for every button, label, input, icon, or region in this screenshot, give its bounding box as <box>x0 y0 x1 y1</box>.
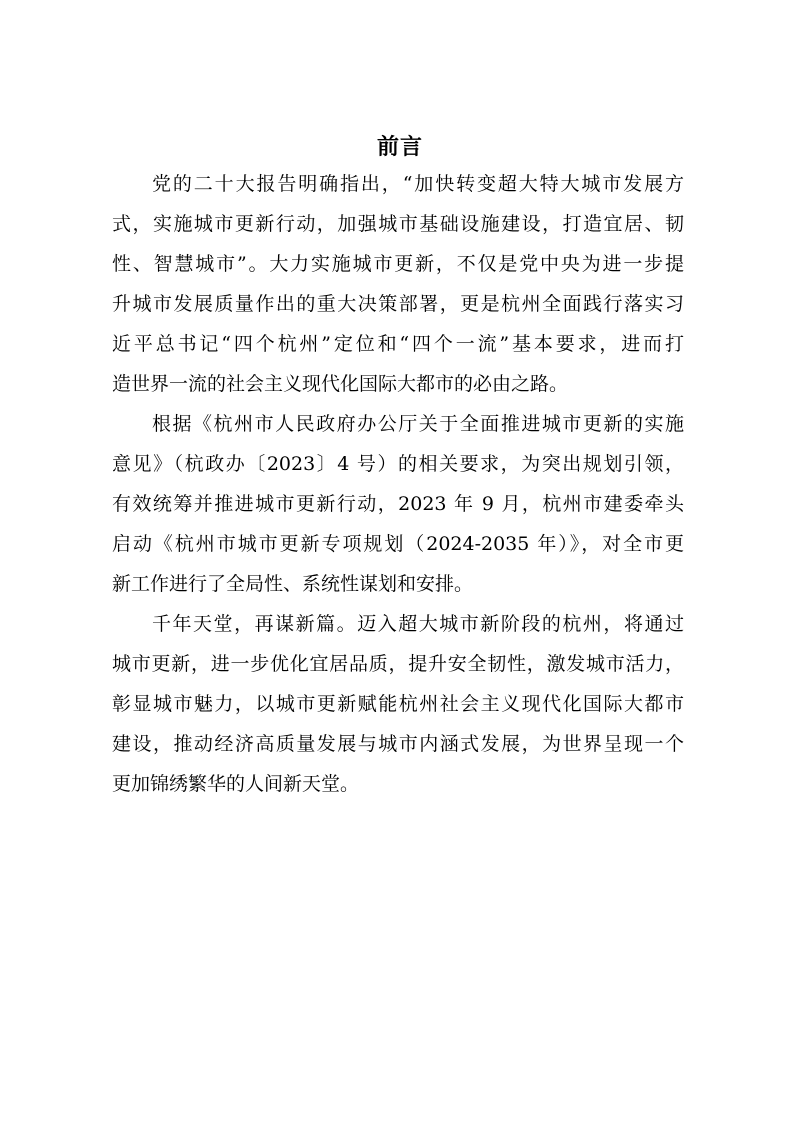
paragraph-line: 启动《杭州市城市更新专项规划（2024-2035 年）》，对全市更 <box>112 533 684 555</box>
paragraph-line: 城市更新，进一步优化宜居品质，提升安全韧性，激发城市活力， <box>112 653 684 675</box>
paragraph-line: 根据《杭州市人民政府办公厅关于全面推进城市更新的实施 <box>152 413 684 435</box>
paragraph-line: 升城市发展质量作出的重大决策部署，更是杭州全面践行落实习 <box>112 293 684 315</box>
paragraph-line: 千年天堂，再谋新篇。迈入超大城市新阶段的杭州，将通过 <box>152 613 684 635</box>
paragraph-line: 近平总书记“四个杭州”定位和“四个一流”基本要求，进而打 <box>112 333 684 355</box>
document-body <box>112 164 684 804</box>
paragraph-2 <box>112 404 684 604</box>
paragraph-line: 党的二十大报告明确指出，“加快转变超大特大城市发展方 <box>152 173 684 195</box>
page-title: 前言 <box>376 135 423 160</box>
paragraph-line: 更加锦绣繁华的人间新天堂。 <box>112 773 360 795</box>
paragraph-line: 有效统筹并推进城市更新行动，2023 年 9 月，杭州市建委牵头 <box>112 493 684 515</box>
paragraph-line: 意见》（杭政办〔2023〕4 号）的相关要求，为突出规划引领， <box>112 453 684 475</box>
paragraph-3 <box>112 604 684 804</box>
paragraph-line: 式，实施城市更新行动，加强城市基础设施建设，打造宜居、韧 <box>112 213 684 235</box>
paragraph-line: 性、智慧城市”。大力实施城市更新，不仅是党中央为进一步提 <box>112 253 684 275</box>
paragraph-1 <box>112 164 684 404</box>
paragraph-line: 造世界一流的社会主义现代化国际大都市的必由之路。 <box>112 373 569 395</box>
paragraph-line: 新工作进行了全局性、系统性谋划和安排。 <box>112 573 474 595</box>
paragraph-line: 彰显城市魅力，以城市更新赋能杭州社会主义现代化国际大都市 <box>112 693 684 715</box>
paragraph-line: 建设，推动经济高质量发展与城市内涵式发展，为世界呈现一个 <box>112 733 684 755</box>
